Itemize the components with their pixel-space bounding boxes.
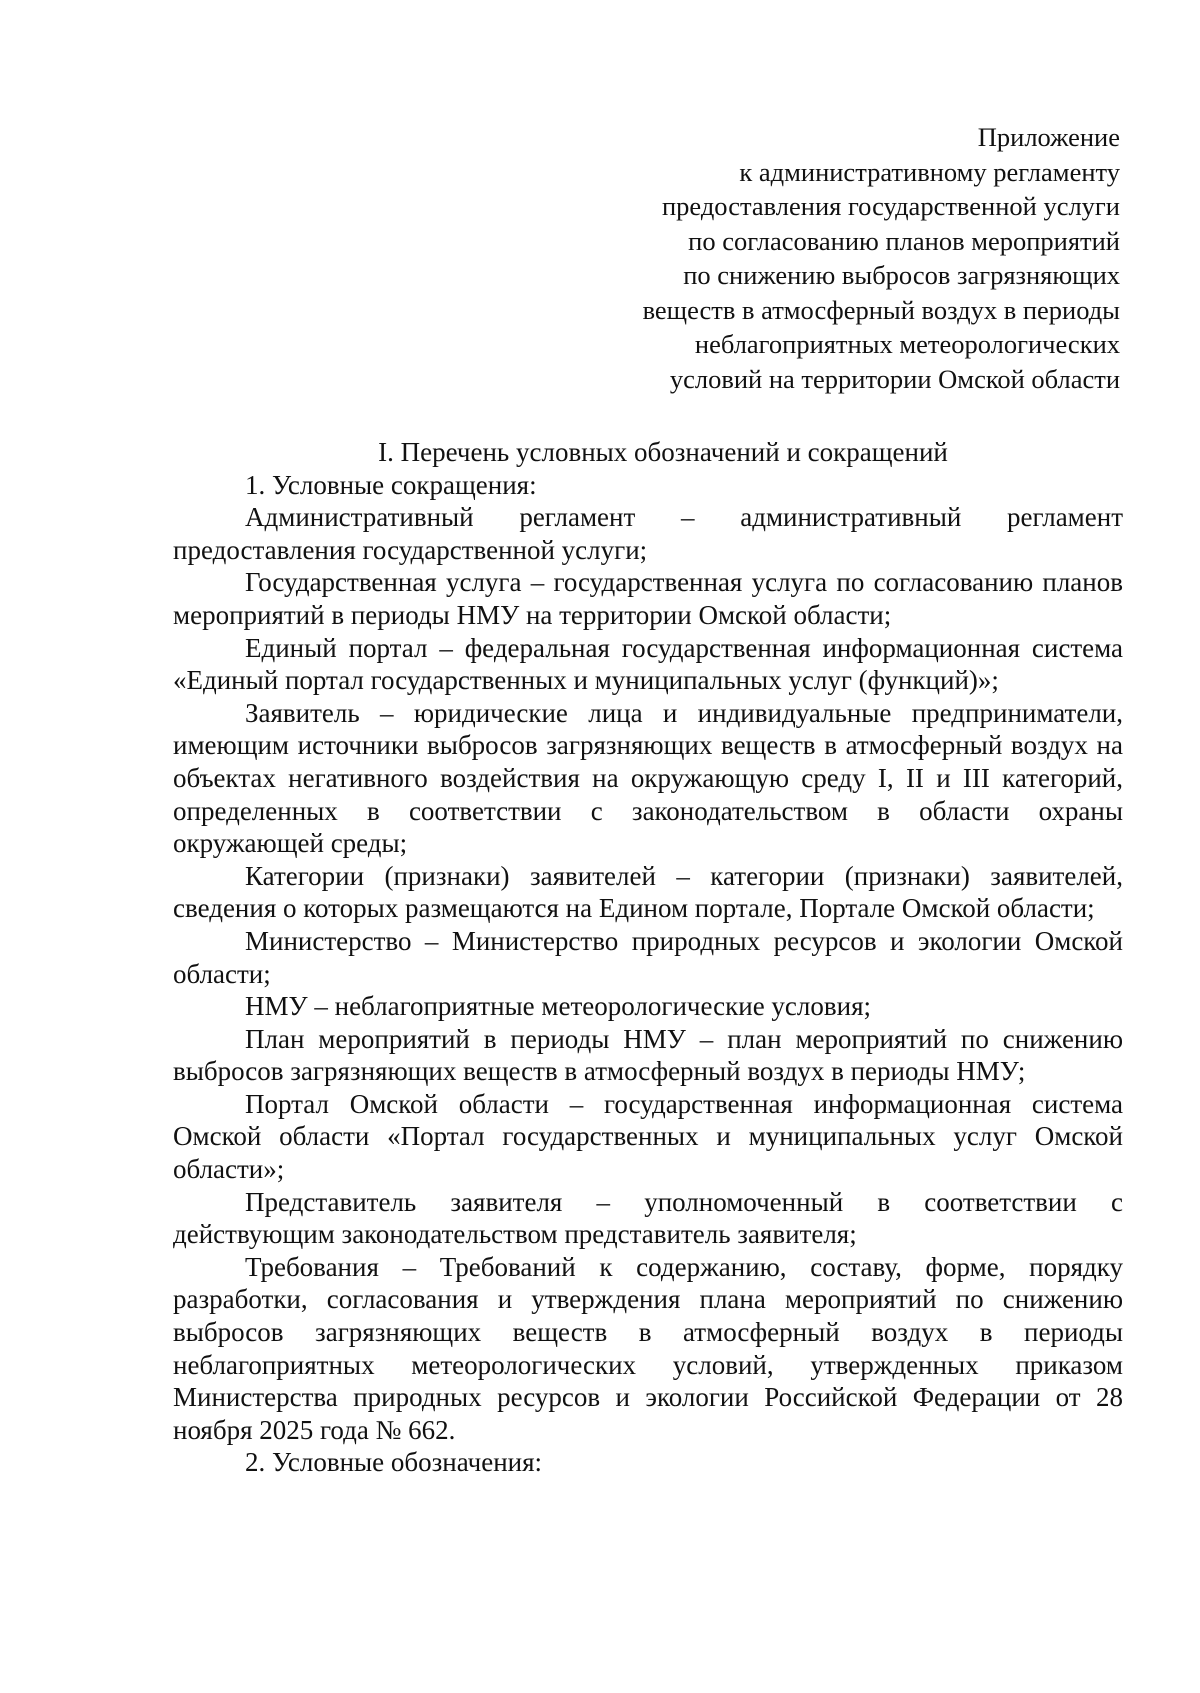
- annex-line: к административному регламенту: [739, 156, 1120, 187]
- section-title: I. Перечень условных обозначений и сокращений: [378, 437, 948, 467]
- definition-paragraph: План мероприятий в периоды НМУ – план мероприятий по снижению выбросов загрязняющих веществ в атмосферный воздух в периоды НМУ;: [173, 1023, 1123, 1087]
- annex-header: [420, 120, 1120, 396]
- document-body: [173, 436, 1123, 1479]
- definition-paragraph: Единый портал – федеральная государственная информационная система «Единый портал государственных и муниципальных услуг (функций)»;: [173, 632, 1123, 696]
- subheading-designations: 2. Условные обозначения:: [245, 1447, 543, 1478]
- subheading-abbreviations: 1. Условные сокращения:: [245, 469, 537, 500]
- definition-paragraph: Министерство – Министерство природных ресурсов и экологии Омской области;: [173, 925, 1123, 989]
- definition-paragraph: НМУ – неблагоприятные метеорологические условия;: [245, 991, 872, 1022]
- definition-paragraph: Категории (признаки) заявителей – категории (признаки) заявителей, сведения о которых размещаются на Едином портале, Портале Омской области;: [173, 860, 1123, 924]
- annex-line: предоставления государственной услуги: [661, 191, 1120, 221]
- definition-paragraph: Требования – Требований к содержанию, составу, форме, порядку разработки, согласования и утверждения плана мероприятий по снижению выбросов загрязняющих веществ в атмосферный воздух в периоды неблагоприятных метеорологических условий, утвержденных приказом Министерства природных ресурсов и экологии Российской Федерации от 28 ноября 2025 года № 662.: [173, 1251, 1123, 1445]
- annex-line: неблагоприятных метеорологических: [694, 329, 1120, 359]
- definition-paragraph: Портал Омской области – государственная информационная система Омской области «Портал государственных и муниципальных услуг Омской области»;: [173, 1088, 1123, 1185]
- annex-line: условий на территории Омской области: [669, 363, 1120, 394]
- annex-line: по снижению выбросов загрязняющих: [683, 260, 1120, 290]
- definition-paragraph: Представитель заявителя – уполномоченный в соответствии с действующим законодательством представитель заявителя;: [173, 1186, 1123, 1250]
- annex-line: по согласованию планов мероприятий: [688, 225, 1120, 256]
- definition-paragraph: Административный регламент – административный регламент предоставления государственной услуги;: [173, 502, 1123, 565]
- definition-paragraph: Государственная услуга – государственная услуга по согласованию планов мероприятий в периоды НМУ на территории Омской области;: [173, 567, 1123, 630]
- annex-line: Приложение: [977, 122, 1120, 152]
- definition-paragraph: Заявитель – юридические лица и индивидуальные предприниматели, имеющим источники выбросов загрязняющих веществ в атмосферный воздух на объектах негативного воздействия на окружающую среду I, II и III категорий, определенных в соответствии с законодательством в области охраны окружающей среды;: [173, 697, 1123, 859]
- annex-line: веществ в атмосферный воздух в периоды: [642, 294, 1120, 325]
